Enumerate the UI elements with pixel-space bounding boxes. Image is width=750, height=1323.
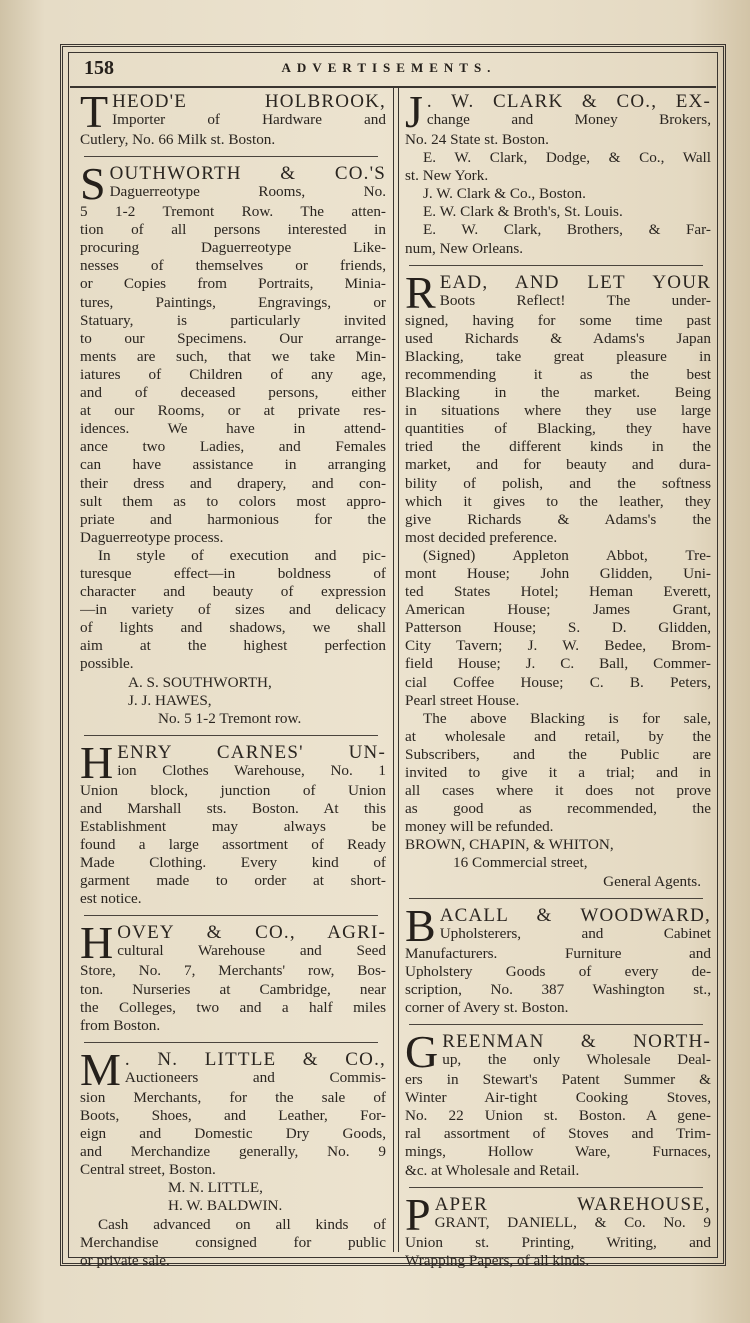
ad-line: cial Coffee House; C. B. Peters, (405, 673, 711, 691)
ad-address: No. 5 1-2 Tremont row. (158, 709, 302, 727)
ad-line: No. 24 State st. Boston. (405, 131, 549, 148)
ad-line: Cutlery, No. 66 Milk st. Boston. (80, 131, 276, 148)
ad-separator (409, 265, 703, 266)
ad-line: (Signed) Appleton Abbot, Tre- (423, 546, 711, 564)
ad-branch: E. W. Clark & Broth's, St. Louis. (423, 203, 623, 221)
ad-line: in situations where they use large (405, 402, 711, 420)
ad-signature: H. W. BALDWIN. (168, 1197, 283, 1215)
ad-headline: APER WAREHOUSE, (434, 1194, 711, 1214)
ad-line: at our Rooms, or at private res- (80, 402, 386, 420)
ad-line: tried the different kinds in the (405, 438, 711, 456)
ad-line: ments are such, that we take Min- (80, 347, 386, 365)
ad-line: scription, No. 387 Washington st., (405, 980, 711, 998)
ad-line: can have assistance in arranging (80, 456, 386, 474)
ad-holbrook (80, 92, 386, 149)
ad-branch: st. New York. (405, 167, 489, 185)
ad-little (80, 1050, 386, 1270)
ad-line: priate and harmonious for the (80, 510, 386, 528)
page-number: 158 (84, 56, 114, 79)
ad-line: of lights and shadows, we shall (80, 619, 386, 637)
ad-line: Statuary, is particularly invited (80, 311, 386, 329)
ad-separator (84, 156, 378, 157)
ad-line: Merchandise consigned for public (80, 1233, 386, 1251)
ad-line: Central street, Boston. (80, 1161, 216, 1179)
ad-line: Boots, Shoes, and Leather, For- (80, 1106, 386, 1124)
ad-line: Auctioneers and Commis- (124, 1068, 386, 1086)
ad-line: nesses of themselves or friends, (80, 257, 386, 275)
ad-line: possible. (80, 655, 134, 673)
right-column (405, 92, 711, 1270)
dropcap: B (405, 905, 436, 945)
ad-line: give Richards & Adams's the (405, 510, 711, 528)
ad-separator (84, 1042, 378, 1043)
ad-line: from Boston. (80, 1016, 161, 1034)
ad-line: tures, Paintings, Engravings, or (80, 293, 386, 311)
ad-line: Patterson House; S. D. Glidden, (405, 619, 711, 637)
ad-line: ton. Nurseries at Cambridge, near (80, 980, 386, 998)
ad-line: mings, Hollow Ware, Furnaces, (405, 1143, 711, 1161)
ad-line: ance two Ladies, and Females (80, 438, 386, 456)
ad-line: Union st. Printing, Writing, and (405, 1233, 711, 1251)
ad-line: Pearl street House. (405, 691, 520, 709)
page-header (84, 53, 704, 83)
ad-headline: REENMAN & NORTH- (442, 1032, 711, 1052)
ad-line: iatures of Children of any age, (80, 365, 386, 383)
ad-line: Subscribers, and the Public are (405, 745, 711, 763)
ad-line: —in variety of sizes and delicacy (80, 601, 386, 619)
ad-line: bility of polish, and the softness (405, 474, 711, 492)
ad-carnes (80, 743, 386, 909)
ad-line: Wrapping Papers, of all kinds. (405, 1251, 590, 1269)
ad-line: ted States Hotel; Heman Everett, (405, 583, 711, 601)
ad-line: &c. at Wholesale and Retail. (405, 1161, 580, 1179)
ad-line: market, and for beauty and dura- (405, 456, 711, 474)
ad-line: The above Blacking is for sale, (423, 709, 711, 727)
ad-bacall (405, 906, 711, 1017)
dropcap: R (405, 272, 436, 312)
ad-line: turesque effect—in boldness of (80, 564, 386, 582)
ad-line: money will be refunded. (405, 818, 554, 836)
ad-branch: J. W. Clark & Co., Boston. (423, 185, 586, 203)
dropcap: G (405, 1032, 439, 1072)
ad-headline: OVEY & CO., AGRI- (117, 923, 386, 943)
ad-branch: num, New Orleans. (405, 239, 524, 257)
dropcap: M (80, 1049, 121, 1089)
ad-line: Daguerreotype process. (80, 528, 224, 546)
ad-line: or Copies from Portraits, Minia- (80, 275, 386, 293)
dropcap: H (80, 923, 114, 963)
ad-line: In style of execution and pic- (98, 546, 386, 564)
ad-line: and of deceased persons, either (80, 384, 386, 402)
ad-line: garment made to order at short- (80, 872, 386, 890)
ad-line: signed, having for some time past (405, 311, 711, 329)
ad-line: used Richards & Adams's Japan (405, 329, 711, 347)
ad-line: aim at the highest perfection (80, 637, 386, 655)
ad-separator (409, 898, 703, 899)
ad-line: and Merchandize generally, No. 9 (80, 1143, 386, 1161)
ad-line: at wholesale and retail, by the (405, 727, 711, 745)
ad-line: American House; James Grant, (405, 601, 711, 619)
ad-separator (84, 915, 378, 916)
ad-line: ral assortment of Stoves and Trim- (405, 1125, 711, 1143)
ad-address: 16 Commercial street, (453, 854, 588, 872)
ad-southworth (80, 164, 386, 728)
ad-line: Blacking, take great pleasure in (405, 347, 711, 365)
ad-signature: A. S. SOUTHWORTH, (128, 673, 272, 691)
ad-headline: OUTHWORTH & CO.'S (109, 164, 386, 184)
ad-line: eign and Domestic Dry Goods, (80, 1125, 386, 1143)
ad-separator (84, 735, 378, 736)
ad-signature: BROWN, CHAPIN, & WHITON, (405, 836, 614, 854)
ad-headline: ACALL & WOODWARD, (439, 905, 711, 925)
ad-headline: HEOD'E HOLBROOK, (112, 92, 386, 111)
ad-line: Upholstery Goods of every de- (405, 962, 711, 980)
ad-line: the Colleges, two and a half miles (80, 998, 386, 1016)
ad-line: most decided preference. (405, 528, 558, 546)
ad-branch: E. W. Clark, Brothers, & Far- (423, 221, 711, 239)
ad-line: their dress and drapery, and con- (80, 474, 386, 492)
ad-line: change and Money Brokers, (426, 111, 711, 128)
ad-line: invited to give it a trial; and in (405, 764, 711, 781)
ad-line: found a large assortment of Ready (80, 836, 386, 854)
ad-line: City Tavern; J. W. Bedee, Brom- (405, 637, 711, 655)
ad-line: character and beauty of expression (80, 583, 386, 601)
ad-line: Importer of Hardware and (112, 111, 386, 128)
ad-line: sult them as to colors most appro- (80, 492, 386, 510)
ad-paper-warehouse (405, 1195, 711, 1270)
ad-line: to our Specimens. Our arrange- (80, 329, 386, 347)
ad-clark (405, 92, 711, 258)
ad-line: procuring Daguerreotype Like- (80, 239, 386, 257)
ad-line: Union block, junction of Union (80, 781, 386, 799)
ad-line: Cash advanced on all kinds of (98, 1215, 386, 1233)
ad-hovey (80, 923, 386, 1034)
ad-headline: ENRY CARNES' UN- (117, 742, 386, 762)
left-column (80, 92, 386, 1270)
ad-line: which it gives to the leather, they (405, 492, 711, 510)
ad-line: ion Clothes Warehouse, No. 1 (117, 761, 386, 779)
ad-line: Blacking in the market. Being (405, 384, 711, 402)
ad-line: cultural Warehouse and Seed (117, 942, 386, 960)
ad-line: sion Merchants, for the sale of (80, 1088, 386, 1106)
ad-line: or private sale. (80, 1251, 170, 1269)
ad-line: No. 22 Union st. Boston. A gene- (405, 1107, 711, 1125)
ad-line: Upholsterers, and Cabinet (439, 924, 711, 942)
ad-line: tion of all persons interested in (80, 221, 386, 239)
ad-line: ers in Stewart's Patent Summer & (405, 1071, 711, 1089)
ad-headline: . W. CLARK & CO., EX- (426, 92, 711, 111)
ad-line: and Marshall sts. Boston. At this (80, 799, 386, 817)
dropcap: S (80, 164, 106, 204)
dropcap: J (405, 92, 423, 131)
dropcap: T (80, 92, 109, 131)
ad-line: GRANT, DANIELL, & Co. No. 9 (434, 1213, 711, 1231)
ad-line: mont House; John Glidden, Uni- (405, 564, 711, 582)
ad-separator (409, 1187, 703, 1188)
ad-line: field House; J. C. Ball, Commer- (405, 655, 711, 673)
column-divider (393, 88, 399, 1252)
dropcap: H (80, 742, 114, 782)
ad-line: all cases where it does not prove (405, 782, 711, 800)
ad-line: Daguerreotype Rooms, No. (109, 183, 386, 201)
ad-line: Store, No. 7, Merchants' row, Bos- (80, 962, 386, 980)
ad-line: est notice. (80, 890, 142, 908)
ad-blacking (405, 273, 711, 891)
ad-line: Made Clothing. Every kind of (80, 854, 386, 872)
ad-line: corner of Avery st. Boston. (405, 998, 569, 1016)
ad-separator (409, 1024, 703, 1025)
ad-line: Winter Air-tight Cooking Stoves, (405, 1089, 711, 1107)
ad-line: quantities of Blacking, they have (405, 420, 711, 438)
ad-branch: E. W. Clark, Dodge, & Co., Wall (423, 149, 711, 167)
ad-headline: EAD, AND LET YOUR (439, 272, 711, 292)
running-head: ADVERTISEMENTS. (281, 60, 497, 75)
ad-signature: M. N. LITTLE, (168, 1179, 263, 1197)
ad-headline: . N. LITTLE & CO., (124, 1049, 386, 1069)
dropcap: P (405, 1194, 431, 1234)
ad-line: Manufacturers. Furniture and (405, 944, 711, 962)
ad-signature: General Agents. (603, 872, 701, 890)
ad-line: recommending it as the best (405, 365, 711, 383)
ad-line: idences. We have in attend- (80, 420, 386, 438)
ad-greenman (405, 1032, 711, 1180)
ad-line: Establishment may always be (80, 818, 386, 835)
ad-signature: J. J. HAWES, (128, 691, 212, 709)
ad-line: as good as recommended, the (405, 800, 711, 818)
ad-line: 5 1-2 Tremont Row. The atten- (80, 203, 386, 221)
ad-line: up, the only Wholesale Deal- (442, 1051, 711, 1069)
ad-line: Boots Reflect! The under- (439, 291, 711, 309)
